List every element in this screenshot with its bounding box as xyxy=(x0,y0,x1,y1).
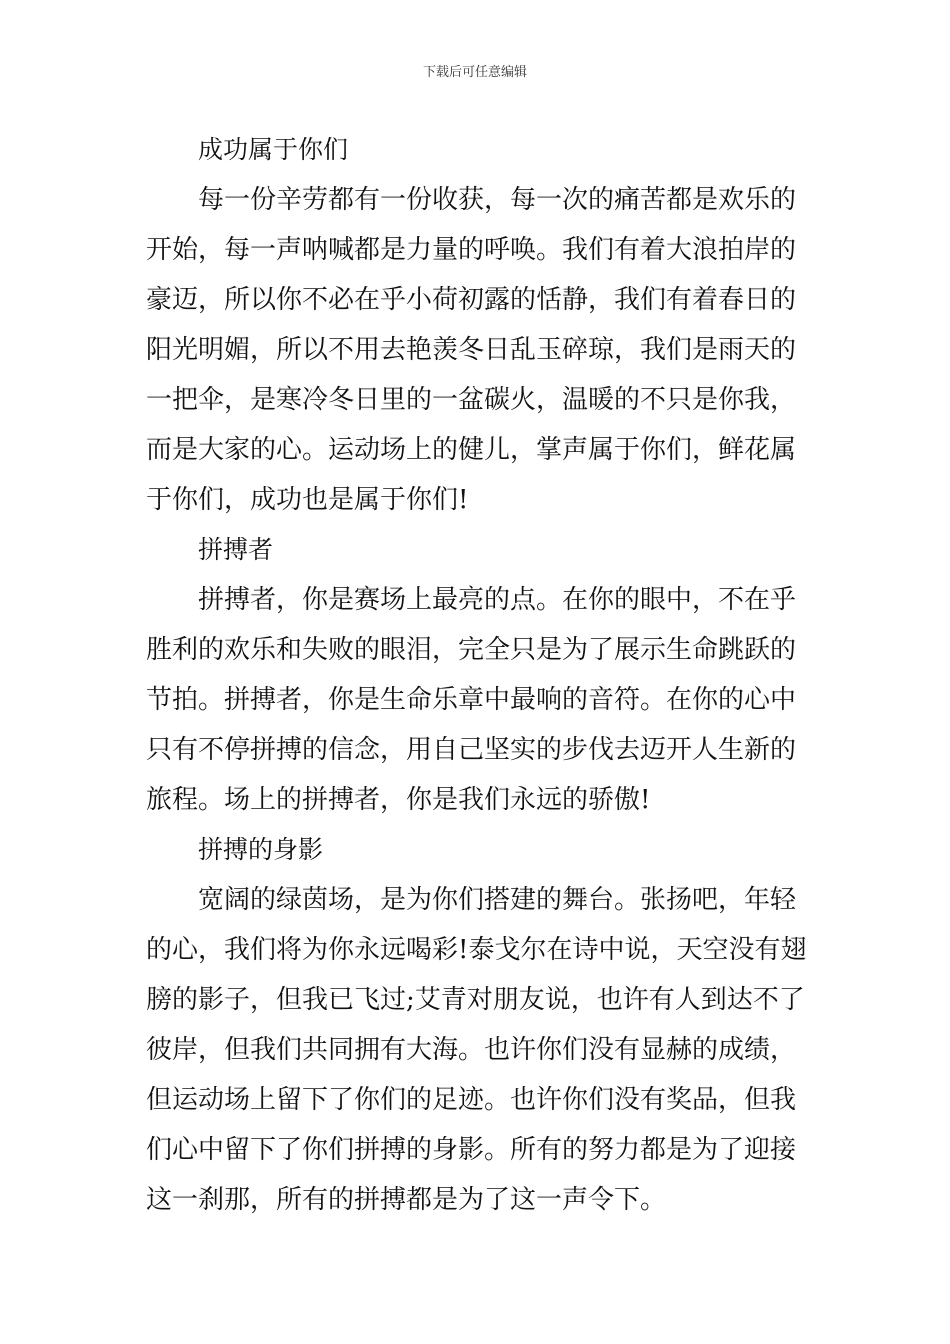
paragraph-line: 节拍。拼搏者，你是生命乐章中最响的音符。在你的心中 xyxy=(146,685,797,715)
paragraph-line: 旅程。场上的拼搏者，你是我们永远的骄傲! xyxy=(146,785,651,815)
paragraph-line: 但运动场上留下了你们的足迹。也许你们没有奖品，但我 xyxy=(146,1085,797,1115)
paragraph-line: 一把伞，是寒冷冬日里的一盆碳火，温暖的不只是你我， xyxy=(146,385,797,415)
paragraph-line: 宽阔的绿茵场，是为你们搭建的舞台。张扬吧，年轻 xyxy=(198,885,797,915)
section-heading: 拼搏的身影 xyxy=(198,835,324,864)
paragraph-line: 而是大家的心。运动场上的健儿，掌声属于你们，鲜花属 xyxy=(146,435,797,465)
document-body xyxy=(146,125,806,1225)
paragraph-line: 豪迈，所以你不必在乎小荷初露的恬静，我们有着春日的 xyxy=(146,285,797,315)
section-heading: 拼搏者 xyxy=(198,535,274,564)
paragraph-line: 阳光明媚，所以不用去艳羡冬日乱玉碎琼，我们是雨天的 xyxy=(146,335,797,365)
paragraph-line: 拼搏者，你是赛场上最亮的点。在你的眼中，不在乎 xyxy=(198,585,797,615)
paragraph-line: 胜利的欢乐和失败的眼泪，完全只是为了展示生命跳跃的 xyxy=(146,635,797,665)
paragraph-line: 于你们，成功也是属于你们! xyxy=(146,485,469,515)
paragraph-line: 彼岸，但我们共同拥有大海。也许你们没有显赫的成绩， xyxy=(146,1035,797,1065)
paragraph-line: 只有不停拼搏的信念，用自己坚实的步伐去迈开人生新的 xyxy=(146,735,797,765)
paragraph-line: 膀的影子，但我已飞过;艾青对朋友说，也许有人到达不了 xyxy=(146,985,805,1015)
page-header-note: 下载后可任意编辑 xyxy=(422,65,527,80)
paragraph-line: 们心中留下了你们拼搏的身影。所有的努力都是为了迎接 xyxy=(146,1135,797,1165)
section-heading: 成功属于你们 xyxy=(198,135,349,164)
paragraph-line: 这一刹那，所有的拼搏都是为了这一声令下。 xyxy=(146,1185,667,1215)
paragraph-line: 的心，我们将为你永远喝彩!泰戈尔在诗中说，天空没有翅 xyxy=(146,935,806,965)
paragraph-line: 开始，每一声呐喊都是力量的呼唤。我们有着大浪拍岸的 xyxy=(146,235,797,265)
paragraph-line: 每一份辛劳都有一份收获，每一次的痛苦都是欢乐的 xyxy=(198,185,797,215)
